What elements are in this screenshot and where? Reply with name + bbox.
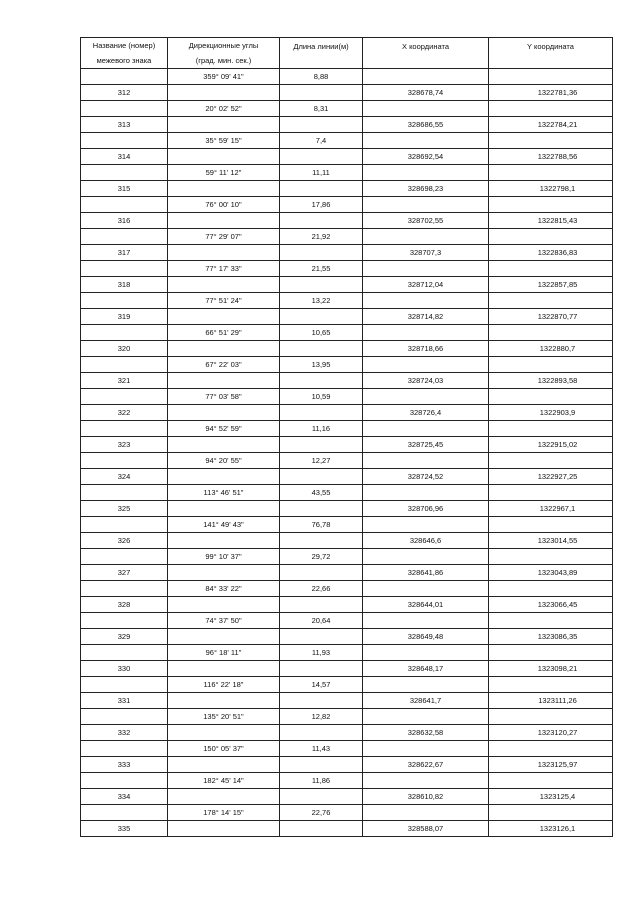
- x-coordinate-cell: [363, 677, 489, 693]
- point-name-cell: 332: [81, 725, 168, 741]
- y-coordinate-cell: 1323125,4: [489, 789, 613, 805]
- direction-angle-cell: [168, 117, 280, 133]
- point-name-cell: [81, 421, 168, 437]
- y-coordinate-cell: [489, 229, 613, 245]
- point-row: [81, 117, 613, 133]
- point-row: [81, 245, 613, 261]
- y-coordinate-cell: 1322915,02: [489, 437, 613, 453]
- y-coordinate-cell: 1323126,1: [489, 821, 613, 837]
- x-coordinate-cell: 328718,66: [363, 341, 489, 357]
- y-coordinate-cell: [489, 613, 613, 629]
- direction-angle-cell: [168, 277, 280, 293]
- y-coordinate-cell: 1322880,7: [489, 341, 613, 357]
- point-row: [81, 405, 613, 421]
- x-coordinate-cell: 328698,23: [363, 181, 489, 197]
- point-name-cell: 317: [81, 245, 168, 261]
- line-length-cell: 12,82: [280, 709, 363, 725]
- direction-angle-cell: [168, 661, 280, 677]
- y-coordinate-cell: 1323014,55: [489, 533, 613, 549]
- y-coordinate-cell: [489, 325, 613, 341]
- y-coordinate-cell: [489, 357, 613, 373]
- direction-angle-cell: 113° 46' 51": [168, 485, 280, 501]
- point-name-cell: 327: [81, 565, 168, 581]
- x-coordinate-cell: 328641,86: [363, 565, 489, 581]
- line-length-cell: [280, 501, 363, 517]
- point-name-cell: [81, 165, 168, 181]
- point-name-cell: 333: [81, 757, 168, 773]
- line-length-cell: [280, 181, 363, 197]
- segment-row: [81, 773, 613, 789]
- point-name-cell: 315: [81, 181, 168, 197]
- y-coordinate-cell: [489, 709, 613, 725]
- direction-angle-cell: 20° 02' 52": [168, 101, 280, 117]
- direction-angle-cell: [168, 309, 280, 325]
- line-length-cell: [280, 213, 363, 229]
- point-name-cell: 316: [81, 213, 168, 229]
- direction-angle-cell: 67° 22' 03": [168, 357, 280, 373]
- point-name-cell: 312: [81, 85, 168, 101]
- segment-row: [81, 229, 613, 245]
- y-coordinate-cell: 1323098,21: [489, 661, 613, 677]
- point-row: [81, 629, 613, 645]
- line-length-cell: 11,11: [280, 165, 363, 181]
- line-length-cell: 11,43: [280, 741, 363, 757]
- point-row: [81, 757, 613, 773]
- y-coordinate-cell: 1322836,83: [489, 245, 613, 261]
- line-length-cell: [280, 373, 363, 389]
- line-length-cell: [280, 661, 363, 677]
- line-length-cell: 22,76: [280, 805, 363, 821]
- direction-angle-cell: 99° 10' 37": [168, 549, 280, 565]
- y-coordinate-cell: [489, 741, 613, 757]
- x-coordinate-cell: 328644,01: [363, 597, 489, 613]
- x-coordinate-cell: 328622,67: [363, 757, 489, 773]
- point-name-cell: [81, 293, 168, 309]
- point-name-cell: [81, 229, 168, 245]
- y-coordinate-cell: [489, 101, 613, 117]
- segment-row: [81, 101, 613, 117]
- point-row: [81, 821, 613, 837]
- segment-row: [81, 261, 613, 277]
- y-coordinate-cell: 1322788,56: [489, 149, 613, 165]
- point-name-cell: 323: [81, 437, 168, 453]
- x-coordinate-cell: [363, 485, 489, 501]
- y-coordinate-cell: [489, 677, 613, 693]
- line-length-cell: 76,78: [280, 517, 363, 533]
- x-coordinate-cell: 328702,55: [363, 213, 489, 229]
- point-row: [81, 309, 613, 325]
- x-coordinate-cell: 328725,45: [363, 437, 489, 453]
- x-coordinate-cell: [363, 69, 489, 85]
- line-length-cell: 29,72: [280, 549, 363, 565]
- x-coordinate-cell: 328632,58: [363, 725, 489, 741]
- direction-angle-cell: [168, 469, 280, 485]
- point-name-cell: [81, 389, 168, 405]
- x-coordinate-cell: [363, 549, 489, 565]
- point-name-cell: [81, 645, 168, 661]
- direction-angle-cell: [168, 245, 280, 261]
- point-row: [81, 501, 613, 517]
- direction-angle-cell: [168, 85, 280, 101]
- line-length-cell: [280, 437, 363, 453]
- x-coordinate-cell: [363, 613, 489, 629]
- point-row: [81, 181, 613, 197]
- point-name-cell: [81, 549, 168, 565]
- segment-row: [81, 709, 613, 725]
- point-row: [81, 277, 613, 293]
- point-row: [81, 149, 613, 165]
- direction-angle-cell: 178° 14' 15": [168, 805, 280, 821]
- x-coordinate-cell: 328588,07: [363, 821, 489, 837]
- point-name-cell: [81, 581, 168, 597]
- line-length-cell: 12,27: [280, 453, 363, 469]
- point-row: [81, 213, 613, 229]
- x-coordinate-cell: [363, 709, 489, 725]
- segment-row: [81, 421, 613, 437]
- point-name-cell: [81, 357, 168, 373]
- x-coordinate-cell: [363, 133, 489, 149]
- point-name-cell: 326: [81, 533, 168, 549]
- y-coordinate-cell: [489, 773, 613, 789]
- direction-angle-cell: 77° 51' 24": [168, 293, 280, 309]
- line-length-cell: 20,64: [280, 613, 363, 629]
- direction-angle-cell: 135° 20' 51": [168, 709, 280, 725]
- line-length-cell: 11,93: [280, 645, 363, 661]
- x-coordinate-cell: [363, 581, 489, 597]
- point-name-cell: 322: [81, 405, 168, 421]
- point-name-cell: 314: [81, 149, 168, 165]
- y-coordinate-cell: [489, 581, 613, 597]
- point-name-cell: 335: [81, 821, 168, 837]
- line-length-cell: [280, 341, 363, 357]
- x-coordinate-cell: 328714,82: [363, 309, 489, 325]
- y-coordinate-cell: [489, 805, 613, 821]
- header-direction-angle-2: (град. мин. сек.): [168, 53, 280, 69]
- x-coordinate-cell: [363, 101, 489, 117]
- y-coordinate-cell: [489, 133, 613, 149]
- segment-row: [81, 677, 613, 693]
- y-coordinate-cell: 1323125,97: [489, 757, 613, 773]
- x-coordinate-cell: [363, 229, 489, 245]
- header-direction-angle: Дирекционные углы: [168, 38, 280, 54]
- segment-row: [81, 613, 613, 629]
- direction-angle-cell: 94° 52' 59": [168, 421, 280, 437]
- line-length-cell: [280, 405, 363, 421]
- point-name-cell: [81, 677, 168, 693]
- direction-angle-cell: 59° 11' 12": [168, 165, 280, 181]
- line-length-cell: 8,88: [280, 69, 363, 85]
- header-x-coordinate: X координата: [363, 38, 489, 69]
- table-body: [81, 69, 613, 837]
- direction-angle-cell: [168, 693, 280, 709]
- point-name-cell: [81, 709, 168, 725]
- direction-angle-cell: 150° 05' 37": [168, 741, 280, 757]
- x-coordinate-cell: 328610,82: [363, 789, 489, 805]
- point-name-cell: [81, 805, 168, 821]
- x-coordinate-cell: [363, 773, 489, 789]
- y-coordinate-cell: 1322903,9: [489, 405, 613, 421]
- x-coordinate-cell: 328641,7: [363, 693, 489, 709]
- segment-row: [81, 133, 613, 149]
- line-length-cell: 13,22: [280, 293, 363, 309]
- line-length-cell: [280, 469, 363, 485]
- direction-angle-cell: [168, 501, 280, 517]
- direction-angle-cell: 94° 20' 55": [168, 453, 280, 469]
- point-name-cell: [81, 613, 168, 629]
- segment-row: [81, 357, 613, 373]
- line-length-cell: 22,66: [280, 581, 363, 597]
- x-coordinate-cell: [363, 389, 489, 405]
- direction-angle-cell: 116° 22' 18": [168, 677, 280, 693]
- line-length-cell: 7,4: [280, 133, 363, 149]
- x-coordinate-cell: [363, 325, 489, 341]
- header-point-name-2: межевого знака: [81, 53, 168, 69]
- direction-angle-cell: [168, 629, 280, 645]
- x-coordinate-cell: 328724,03: [363, 373, 489, 389]
- y-coordinate-cell: [489, 389, 613, 405]
- point-row: [81, 597, 613, 613]
- y-coordinate-cell: 1322857,85: [489, 277, 613, 293]
- direction-angle-cell: 77° 17' 33": [168, 261, 280, 277]
- x-coordinate-cell: [363, 805, 489, 821]
- point-row: [81, 373, 613, 389]
- line-length-cell: [280, 725, 363, 741]
- segment-row: [81, 325, 613, 341]
- x-coordinate-cell: 328648,17: [363, 661, 489, 677]
- direction-angle-cell: [168, 341, 280, 357]
- direction-angle-cell: [168, 373, 280, 389]
- point-name-cell: 313: [81, 117, 168, 133]
- direction-angle-cell: [168, 405, 280, 421]
- x-coordinate-cell: 328726,4: [363, 405, 489, 421]
- y-coordinate-cell: [489, 197, 613, 213]
- y-coordinate-cell: 1322893,58: [489, 373, 613, 389]
- boundary-coordinates-table: [80, 37, 613, 837]
- direction-angle-cell: 77° 29' 07": [168, 229, 280, 245]
- segment-row: [81, 69, 613, 85]
- point-name-cell: 320: [81, 341, 168, 357]
- line-length-cell: [280, 85, 363, 101]
- y-coordinate-cell: [489, 549, 613, 565]
- direction-angle-cell: [168, 821, 280, 837]
- x-coordinate-cell: [363, 741, 489, 757]
- direction-angle-cell: 84° 33' 22": [168, 581, 280, 597]
- y-coordinate-cell: 1323111,26: [489, 693, 613, 709]
- x-coordinate-cell: 328686,55: [363, 117, 489, 133]
- point-name-cell: 319: [81, 309, 168, 325]
- point-row: [81, 85, 613, 101]
- x-coordinate-cell: 328692,54: [363, 149, 489, 165]
- x-coordinate-cell: 328724,52: [363, 469, 489, 485]
- point-name-cell: [81, 485, 168, 501]
- point-name-cell: 318: [81, 277, 168, 293]
- segment-row: [81, 485, 613, 501]
- direction-angle-cell: [168, 597, 280, 613]
- y-coordinate-cell: 1323120,27: [489, 725, 613, 741]
- point-name-cell: 334: [81, 789, 168, 805]
- direction-angle-cell: [168, 533, 280, 549]
- point-name-cell: [81, 517, 168, 533]
- line-length-cell: 11,86: [280, 773, 363, 789]
- point-row: [81, 469, 613, 485]
- x-coordinate-cell: [363, 165, 489, 181]
- header-y-coordinate: Y координата: [489, 38, 613, 69]
- x-coordinate-cell: [363, 261, 489, 277]
- line-length-cell: [280, 693, 363, 709]
- line-length-cell: [280, 245, 363, 261]
- line-length-cell: [280, 757, 363, 773]
- line-length-cell: 14,57: [280, 677, 363, 693]
- point-name-cell: [81, 741, 168, 757]
- direction-angle-cell: [168, 437, 280, 453]
- segment-row: [81, 197, 613, 213]
- point-name-cell: 331: [81, 693, 168, 709]
- direction-angle-cell: [168, 789, 280, 805]
- x-coordinate-cell: [363, 421, 489, 437]
- direction-angle-cell: [168, 725, 280, 741]
- line-length-cell: [280, 309, 363, 325]
- point-name-cell: [81, 773, 168, 789]
- direction-angle-cell: [168, 565, 280, 581]
- point-row: [81, 437, 613, 453]
- line-length-cell: 10,65: [280, 325, 363, 341]
- point-row: [81, 565, 613, 581]
- y-coordinate-cell: 1323066,45: [489, 597, 613, 613]
- y-coordinate-cell: 1323086,35: [489, 629, 613, 645]
- segment-row: [81, 549, 613, 565]
- segment-row: [81, 389, 613, 405]
- y-coordinate-cell: [489, 69, 613, 85]
- line-length-cell: 43,55: [280, 485, 363, 501]
- line-length-cell: 10,59: [280, 389, 363, 405]
- segment-row: [81, 293, 613, 309]
- y-coordinate-cell: 1322781,36: [489, 85, 613, 101]
- line-length-cell: [280, 277, 363, 293]
- point-name-cell: [81, 101, 168, 117]
- point-name-cell: [81, 133, 168, 149]
- point-row: [81, 661, 613, 677]
- header-line-length: Длина линии(м): [280, 38, 363, 69]
- x-coordinate-cell: [363, 293, 489, 309]
- direction-angle-cell: 96° 18' 11": [168, 645, 280, 661]
- x-coordinate-cell: [363, 645, 489, 661]
- y-coordinate-cell: 1322784,21: [489, 117, 613, 133]
- point-name-cell: [81, 69, 168, 85]
- direction-angle-cell: 141° 49' 43": [168, 517, 280, 533]
- line-length-cell: 8,31: [280, 101, 363, 117]
- point-name-cell: 329: [81, 629, 168, 645]
- y-coordinate-cell: 1322967,1: [489, 501, 613, 517]
- direction-angle-cell: 359° 09' 41": [168, 69, 280, 85]
- line-length-cell: 21,92: [280, 229, 363, 245]
- segment-row: [81, 645, 613, 661]
- y-coordinate-cell: 1323043,89: [489, 565, 613, 581]
- y-coordinate-cell: 1322927,25: [489, 469, 613, 485]
- line-length-cell: [280, 821, 363, 837]
- segment-row: [81, 741, 613, 757]
- point-name-cell: 328: [81, 597, 168, 613]
- direction-angle-cell: 182° 45' 14": [168, 773, 280, 789]
- segment-row: [81, 581, 613, 597]
- y-coordinate-cell: [489, 645, 613, 661]
- y-coordinate-cell: [489, 517, 613, 533]
- y-coordinate-cell: [489, 453, 613, 469]
- x-coordinate-cell: 328678,74: [363, 85, 489, 101]
- x-coordinate-cell: 328646,6: [363, 533, 489, 549]
- segment-row: [81, 453, 613, 469]
- segment-row: [81, 165, 613, 181]
- line-length-cell: [280, 629, 363, 645]
- direction-angle-cell: [168, 149, 280, 165]
- direction-angle-cell: 74° 37' 50": [168, 613, 280, 629]
- y-coordinate-cell: 1322870,77: [489, 309, 613, 325]
- point-name-cell: 325: [81, 501, 168, 517]
- point-name-cell: [81, 453, 168, 469]
- coordinates-sheet: [80, 37, 612, 837]
- line-length-cell: 13,95: [280, 357, 363, 373]
- direction-angle-cell: [168, 181, 280, 197]
- y-coordinate-cell: [489, 421, 613, 437]
- x-coordinate-cell: [363, 357, 489, 373]
- point-name-cell: 324: [81, 469, 168, 485]
- line-length-cell: [280, 149, 363, 165]
- point-name-cell: [81, 325, 168, 341]
- line-length-cell: [280, 597, 363, 613]
- line-length-cell: [280, 789, 363, 805]
- x-coordinate-cell: 328707,3: [363, 245, 489, 261]
- direction-angle-cell: 35° 59' 15": [168, 133, 280, 149]
- x-coordinate-cell: 328649,48: [363, 629, 489, 645]
- line-length-cell: [280, 533, 363, 549]
- direction-angle-cell: 66° 51' 29": [168, 325, 280, 341]
- direction-angle-cell: 77° 03' 58": [168, 389, 280, 405]
- y-coordinate-cell: [489, 165, 613, 181]
- segment-row: [81, 805, 613, 821]
- x-coordinate-cell: [363, 517, 489, 533]
- x-coordinate-cell: [363, 197, 489, 213]
- header-point-name: Название (номер): [81, 38, 168, 54]
- x-coordinate-cell: 328706,96: [363, 501, 489, 517]
- point-name-cell: 321: [81, 373, 168, 389]
- segment-row: [81, 517, 613, 533]
- y-coordinate-cell: 1322815,43: [489, 213, 613, 229]
- table-header-row: [81, 38, 613, 54]
- direction-angle-cell: [168, 213, 280, 229]
- point-row: [81, 725, 613, 741]
- direction-angle-cell: 76° 00' 10": [168, 197, 280, 213]
- point-name-cell: [81, 261, 168, 277]
- point-row: [81, 789, 613, 805]
- y-coordinate-cell: 1322798,1: [489, 181, 613, 197]
- line-length-cell: 21,55: [280, 261, 363, 277]
- line-length-cell: 11,16: [280, 421, 363, 437]
- point-name-cell: [81, 197, 168, 213]
- line-length-cell: [280, 565, 363, 581]
- direction-angle-cell: [168, 757, 280, 773]
- y-coordinate-cell: [489, 485, 613, 501]
- x-coordinate-cell: [363, 453, 489, 469]
- point-row: [81, 341, 613, 357]
- line-length-cell: [280, 117, 363, 133]
- y-coordinate-cell: [489, 293, 613, 309]
- point-name-cell: 330: [81, 661, 168, 677]
- point-row: [81, 693, 613, 709]
- point-row: [81, 533, 613, 549]
- line-length-cell: 17,86: [280, 197, 363, 213]
- y-coordinate-cell: [489, 261, 613, 277]
- x-coordinate-cell: 328712,04: [363, 277, 489, 293]
